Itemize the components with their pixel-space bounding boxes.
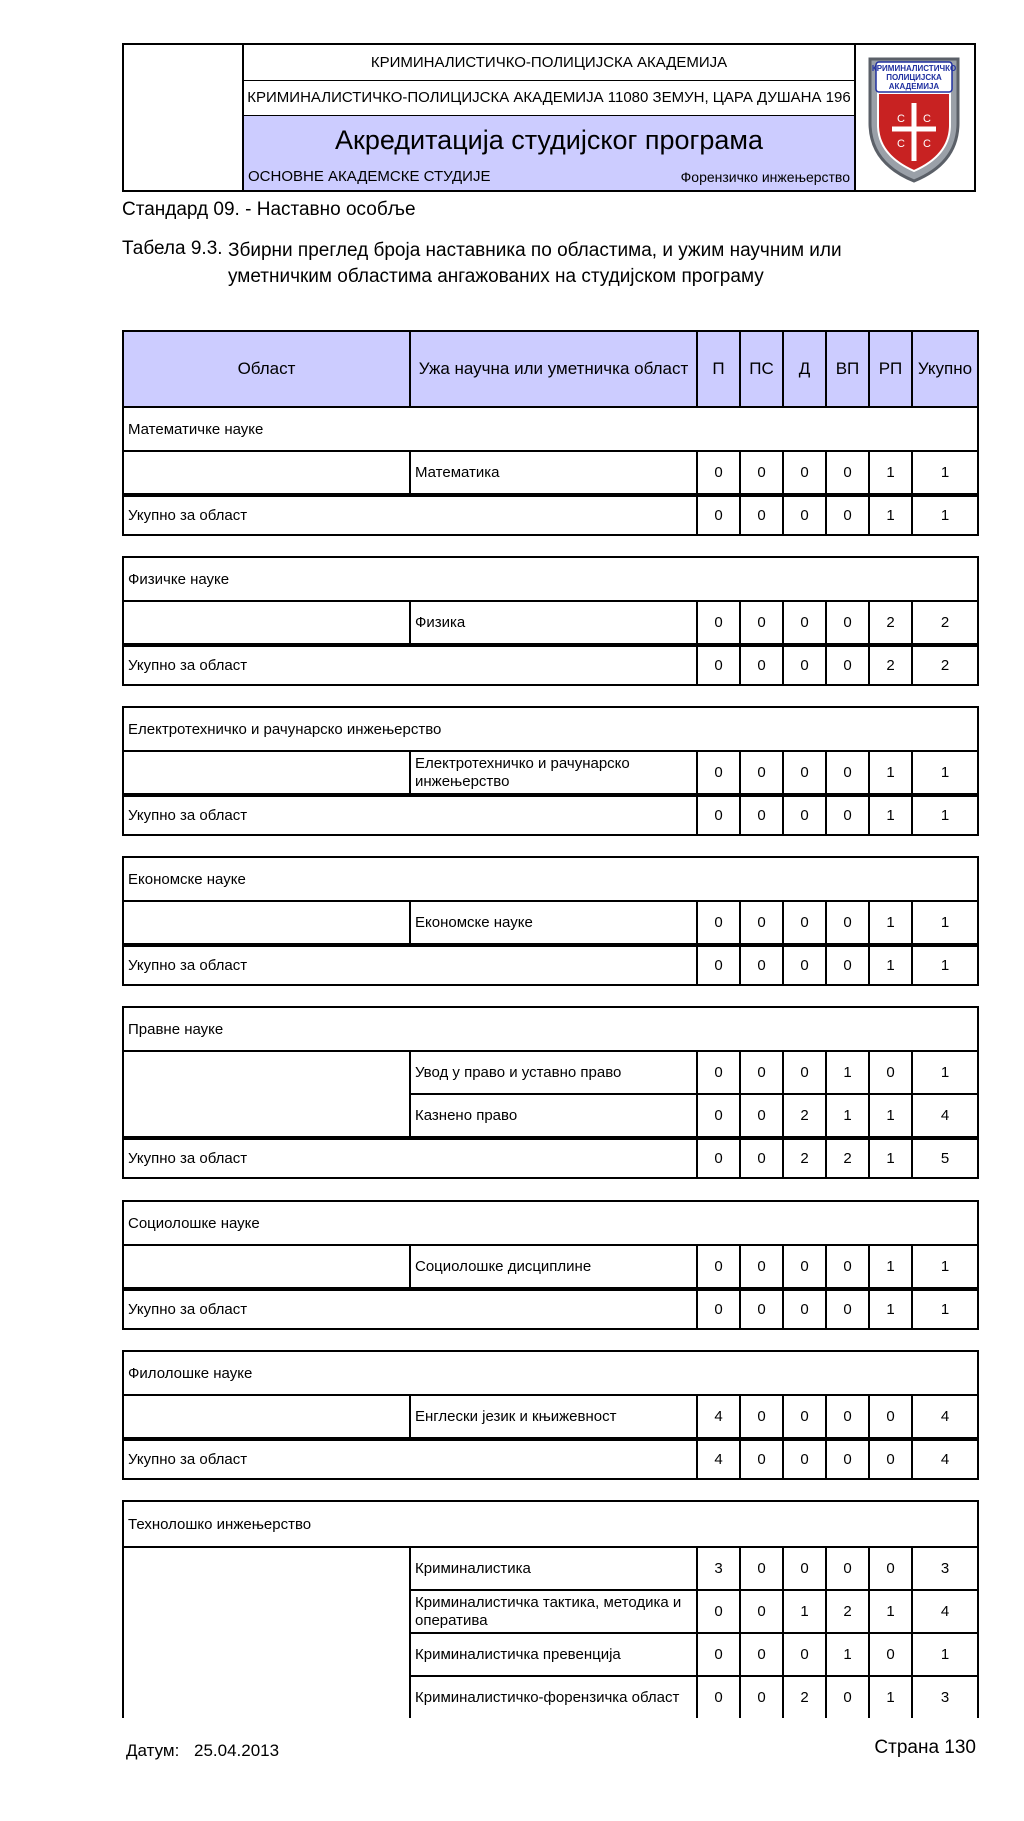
total-ps: 0 (740, 1138, 783, 1178)
subarea-name: Криминалистика (410, 1547, 697, 1590)
value-p: 0 (697, 1633, 740, 1676)
value-d: 0 (783, 1547, 826, 1590)
value-ps: 0 (740, 1395, 783, 1439)
total-rp: 0 (869, 1439, 912, 1479)
area-table (122, 1500, 979, 1718)
area-table (122, 1200, 979, 1330)
col-header-d: Д (783, 331, 826, 407)
svg-text:С: С (897, 113, 905, 125)
total-vp: 2 (826, 1138, 869, 1178)
area-name: Електротехничко и рачунарско инжењерство (123, 707, 978, 751)
svg-text:С: С (897, 138, 905, 150)
value-rp: 0 (869, 1395, 912, 1439)
value-total: 2 (912, 601, 978, 645)
value-vp: 2 (826, 1590, 869, 1633)
subarea-name: Електротехничко и рачунарско инжењерство (410, 751, 697, 795)
total-rp: 2 (869, 645, 912, 685)
subarea-name: Енглески језик и књижевност (410, 1395, 697, 1439)
value-vp: 0 (826, 901, 869, 945)
value-d: 0 (783, 901, 826, 945)
org-name: КРИМИНАЛИСТИЧКО-ПОЛИЦИЈСКА АКАДЕМИЈА (244, 45, 854, 81)
value-total: 3 (912, 1547, 978, 1590)
total-rp: 1 (869, 495, 912, 535)
subarea-name: Криминалистичка превенција (410, 1633, 697, 1676)
total-rp: 1 (869, 1289, 912, 1329)
value-rp: 1 (869, 1245, 912, 1289)
subarea-name: Социолошке дисциплине (410, 1245, 697, 1289)
value-total: 1 (912, 751, 978, 795)
value-p: 0 (697, 901, 740, 945)
total-ps: 0 (740, 795, 783, 835)
value-ps: 0 (740, 1590, 783, 1633)
page-title: Акредитација студијског програма (335, 125, 763, 155)
header-title-band (244, 116, 854, 190)
value-ps: 0 (740, 901, 783, 945)
study-level: ОСНОВНЕ АКАДЕМСКЕ СТУДИЈЕ (248, 168, 491, 185)
value-d: 0 (783, 1395, 826, 1439)
area-table (122, 1006, 979, 1179)
total-p: 0 (697, 495, 740, 535)
value-rp: 1 (869, 1676, 912, 1718)
value-total: 4 (912, 1590, 978, 1633)
value-rp: 2 (869, 601, 912, 645)
area-table (122, 706, 979, 836)
area-name: Математичке науке (123, 407, 978, 451)
area-total-label: Укупно за област (123, 1138, 697, 1178)
total-total: 5 (912, 1138, 978, 1178)
col-header-p: П (697, 331, 740, 407)
standard-heading: Стандард 09. - Наставно особље (122, 199, 416, 220)
total-vp: 0 (826, 795, 869, 835)
total-ps: 0 (740, 645, 783, 685)
area-total-label: Укупно за област (123, 1439, 697, 1479)
total-vp: 0 (826, 1289, 869, 1329)
value-ps: 0 (740, 1245, 783, 1289)
total-total: 2 (912, 645, 978, 685)
value-total: 1 (912, 1633, 978, 1676)
value-vp: 0 (826, 1395, 869, 1439)
total-rp: 1 (869, 945, 912, 985)
area-total-label: Укупно за област (123, 795, 697, 835)
value-p: 0 (697, 601, 740, 645)
area-name: Филолошке науке (123, 1351, 978, 1395)
total-p: 0 (697, 945, 740, 985)
col-header-rp: РП (869, 331, 912, 407)
value-total: 1 (912, 1245, 978, 1289)
svg-text:КРИМИНАЛИСТИЧКО: КРИМИНАЛИСТИЧКО (871, 64, 957, 73)
value-rp: 0 (869, 1051, 912, 1094)
total-total: 4 (912, 1439, 978, 1479)
value-vp: 0 (826, 1676, 869, 1718)
value-rp: 1 (869, 751, 912, 795)
value-ps: 0 (740, 751, 783, 795)
col-header-total: Укупно (912, 331, 978, 407)
area-total-label: Укупно за област (123, 645, 697, 685)
value-p: 0 (697, 1590, 740, 1633)
value-vp: 0 (826, 1547, 869, 1590)
value-d: 2 (783, 1094, 826, 1138)
value-d: 1 (783, 1590, 826, 1633)
value-ps: 0 (740, 1676, 783, 1718)
svg-text:ПОЛИЦИЈСКА: ПОЛИЦИЈСКА (886, 73, 942, 82)
value-d: 0 (783, 1633, 826, 1676)
total-total: 1 (912, 795, 978, 835)
value-rp: 1 (869, 1094, 912, 1138)
value-vp: 1 (826, 1051, 869, 1094)
total-d: 0 (783, 1439, 826, 1479)
total-p: 4 (697, 1439, 740, 1479)
total-vp: 0 (826, 495, 869, 535)
area-table (122, 556, 979, 686)
total-rp: 1 (869, 1138, 912, 1178)
value-vp: 1 (826, 1633, 869, 1676)
area-total-label: Укупно за област (123, 945, 697, 985)
value-p: 0 (697, 1245, 740, 1289)
total-d: 0 (783, 795, 826, 835)
table-number: Табела 9.3. (122, 238, 223, 259)
value-vp: 0 (826, 451, 869, 495)
value-total: 3 (912, 1676, 978, 1718)
area-total-label: Укупно за област (123, 1289, 697, 1329)
area-name: Физичке науке (123, 557, 978, 601)
value-p: 0 (697, 751, 740, 795)
org-address: КРИМИНАЛИСТИЧКО-ПОЛИЦИЈСКА АКАДЕМИЈА 11080 ЗЕМУН, ЦАРА ДУШАНА 196 (244, 81, 854, 117)
value-rp: 0 (869, 1633, 912, 1676)
total-vp: 0 (826, 945, 869, 985)
value-total: 1 (912, 1051, 978, 1094)
date-value: 25.04.2013 (194, 1741, 280, 1760)
value-d: 0 (783, 1051, 826, 1094)
subarea-name: Казнено право (410, 1094, 697, 1138)
total-d: 0 (783, 945, 826, 985)
value-ps: 0 (740, 1094, 783, 1138)
document-header (122, 43, 976, 192)
value-ps: 0 (740, 1633, 783, 1676)
table-caption: Збирни преглед броја наставника по областима, и ужим научним или уметничким областима ангажованих на студијском програму (228, 240, 842, 287)
value-total: 4 (912, 1094, 978, 1138)
header-left-cell (124, 45, 244, 190)
col-header-ps: ПС (740, 331, 783, 407)
header-logo-cell (854, 45, 974, 190)
total-p: 0 (697, 1138, 740, 1178)
subarea-name: Математика (410, 451, 697, 495)
value-vp: 0 (826, 1245, 869, 1289)
value-rp: 1 (869, 901, 912, 945)
area-name: Правне науке (123, 1007, 978, 1051)
date-label: Датум: (126, 1741, 180, 1760)
value-p: 0 (697, 1676, 740, 1718)
total-ps: 0 (740, 495, 783, 535)
total-d: 0 (783, 495, 826, 535)
value-rp: 0 (869, 1547, 912, 1590)
area-name: Економске науке (123, 857, 978, 901)
svg-text:С: С (923, 113, 931, 125)
value-d: 0 (783, 1245, 826, 1289)
total-total: 1 (912, 1289, 978, 1329)
value-p: 0 (697, 1051, 740, 1094)
area-table (122, 406, 979, 536)
total-vp: 0 (826, 1439, 869, 1479)
area-table (122, 1350, 979, 1480)
value-rp: 1 (869, 1590, 912, 1633)
subarea-name: Физика (410, 601, 697, 645)
subarea-name: Криминалистичко-форензичка област (410, 1676, 697, 1718)
header-middle (244, 45, 854, 190)
value-ps: 0 (740, 601, 783, 645)
page-number: Страна 130 (874, 1737, 976, 1758)
total-p: 0 (697, 645, 740, 685)
value-p: 0 (697, 451, 740, 495)
area-name: Социолошке науке (123, 1201, 978, 1245)
value-p: 0 (697, 1094, 740, 1138)
total-ps: 0 (740, 1289, 783, 1329)
subarea-name: Криминалистичка тактика, методика и оператива (410, 1590, 697, 1633)
area-name: Технолошко инжењерство (123, 1501, 978, 1547)
value-total: 1 (912, 451, 978, 495)
value-vp: 1 (826, 1094, 869, 1138)
value-vp: 0 (826, 601, 869, 645)
col-header-subarea: Ужа научна или уметничка област (410, 331, 697, 407)
value-d: 2 (783, 1676, 826, 1718)
total-ps: 0 (740, 1439, 783, 1479)
svg-text:С: С (923, 138, 931, 150)
value-p: 3 (697, 1547, 740, 1590)
total-d: 2 (783, 1138, 826, 1178)
value-d: 0 (783, 451, 826, 495)
col-header-area: Област (123, 331, 410, 407)
value-ps: 0 (740, 1051, 783, 1094)
col-header-vp: ВП (826, 331, 869, 407)
value-d: 0 (783, 601, 826, 645)
value-rp: 1 (869, 451, 912, 495)
program-name: Форензичко инжењерство (680, 169, 850, 185)
total-p: 0 (697, 795, 740, 835)
total-p: 0 (697, 1289, 740, 1329)
value-ps: 0 (740, 1547, 783, 1590)
total-vp: 0 (826, 645, 869, 685)
total-total: 1 (912, 945, 978, 985)
subarea-name: Увод у право и уставно право (410, 1051, 697, 1094)
total-rp: 1 (869, 795, 912, 835)
value-total: 1 (912, 901, 978, 945)
area-total-label: Укупно за област (123, 495, 697, 535)
total-ps: 0 (740, 945, 783, 985)
area-table (122, 856, 979, 986)
value-d: 0 (783, 751, 826, 795)
total-d: 0 (783, 1289, 826, 1329)
academy-logo (856, 45, 972, 190)
value-total: 4 (912, 1395, 978, 1439)
column-header-table (122, 330, 979, 408)
total-total: 1 (912, 495, 978, 535)
svg-text:АКАДЕМИЈА: АКАДЕМИЈА (888, 82, 940, 91)
value-vp: 0 (826, 751, 869, 795)
value-p: 4 (697, 1395, 740, 1439)
subarea-name: Економске науке (410, 901, 697, 945)
total-d: 0 (783, 645, 826, 685)
value-ps: 0 (740, 451, 783, 495)
